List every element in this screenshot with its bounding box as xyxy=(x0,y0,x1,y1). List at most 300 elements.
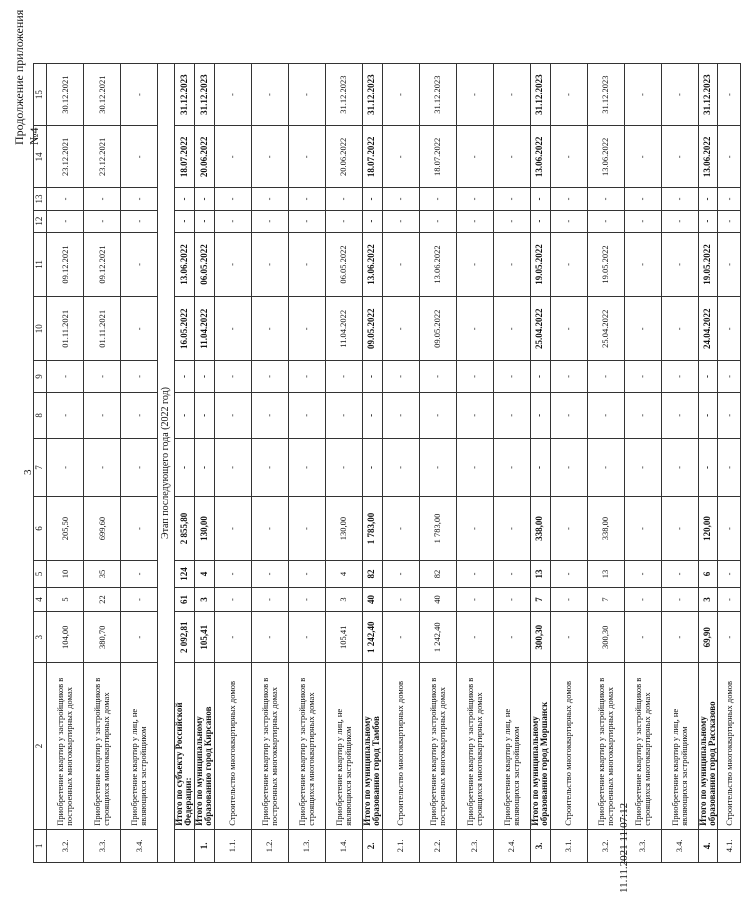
table-cell: - xyxy=(382,64,419,126)
row-number: 3.3. xyxy=(624,829,661,862)
table-cell: - xyxy=(718,64,741,126)
table-cell: - xyxy=(624,587,661,611)
table-cell: - xyxy=(624,64,661,126)
table-cell: - xyxy=(84,392,121,439)
table-cell: - xyxy=(251,587,288,611)
table-cell: - xyxy=(550,361,587,392)
table-cell: 120,00 xyxy=(698,496,718,560)
table-cell: 13 xyxy=(530,561,550,588)
table-cell: - xyxy=(325,361,362,392)
table-cell: 09.12.2021 xyxy=(47,232,84,296)
table-cell: - xyxy=(251,297,288,361)
table-cell: 69,90 xyxy=(698,612,718,663)
table-row xyxy=(325,64,362,863)
table-row xyxy=(121,64,158,863)
table-cell: - xyxy=(214,126,251,188)
row-number: 1.4. xyxy=(325,829,362,862)
table-cell: 1 242,40 xyxy=(362,612,382,663)
table-cell: 338,00 xyxy=(587,496,624,560)
page-number: 3 xyxy=(22,469,34,475)
table-cell: - xyxy=(214,361,251,392)
table-cell: 30.12.2021 xyxy=(47,64,84,126)
table-cell: - xyxy=(493,561,530,588)
table-row xyxy=(288,64,325,863)
table-cell: 2 092,81 xyxy=(175,612,195,663)
row-number: 3.4. xyxy=(121,829,158,862)
row-number: 2. xyxy=(362,829,382,862)
column-number: 11 xyxy=(34,232,47,296)
table-cell: - xyxy=(288,210,325,232)
column-number: 5 xyxy=(34,561,47,588)
table-row xyxy=(624,64,661,863)
table-cell: - xyxy=(251,188,288,210)
row-label: Приобретение квартир у застройщиков в строящихся многоквартирных домах xyxy=(288,663,325,829)
table-cell: - xyxy=(624,188,661,210)
table-cell: - xyxy=(419,361,456,392)
column-number: 1 xyxy=(34,829,47,862)
table-cell: - xyxy=(718,210,741,232)
table-cell: - xyxy=(698,361,718,392)
table-cell: - xyxy=(175,188,195,210)
table-cell: - xyxy=(47,439,84,497)
row-label: Приобретение квартир у лиц, не являющихся застройщиком xyxy=(121,663,158,829)
table-row xyxy=(419,64,456,863)
table-cell: - xyxy=(624,392,661,439)
table-row xyxy=(214,64,251,863)
table-cell: - xyxy=(194,361,214,392)
table-cell: - xyxy=(214,297,251,361)
column-number: 9 xyxy=(34,361,47,392)
table-cell: - xyxy=(382,587,419,611)
table-cell: - xyxy=(288,587,325,611)
table-cell: - xyxy=(550,64,587,126)
table-cell: - xyxy=(624,126,661,188)
table-cell: 13.06.2022 xyxy=(698,126,718,188)
row-number: 2.2. xyxy=(419,829,456,862)
table-cell: - xyxy=(698,210,718,232)
table-cell: 40 xyxy=(419,587,456,611)
table-cell: - xyxy=(382,361,419,392)
table-cell: 31.12.2023 xyxy=(419,64,456,126)
table-cell: - xyxy=(493,361,530,392)
table-row xyxy=(456,64,493,863)
table-cell: - xyxy=(624,561,661,588)
table-cell: - xyxy=(661,612,698,663)
table-cell: - xyxy=(382,126,419,188)
table-cell: 31.12.2023 xyxy=(587,64,624,126)
table-cell: - xyxy=(214,64,251,126)
table-cell: 09.12.2021 xyxy=(84,232,121,296)
row-label: Итого по муниципальному образованию город Моршанск xyxy=(530,663,550,829)
table-cell: - xyxy=(419,210,456,232)
table-cell: 380,70 xyxy=(84,612,121,663)
table-cell: 19.05.2022 xyxy=(530,232,550,296)
table-cell: - xyxy=(362,392,382,439)
table-cell: - xyxy=(661,126,698,188)
table-cell: - xyxy=(175,439,195,497)
table-cell: 338,00 xyxy=(530,496,550,560)
table-cell: - xyxy=(456,64,493,126)
table-cell: 31.12.2023 xyxy=(325,64,362,126)
table-row xyxy=(175,64,195,863)
table-cell: 61 xyxy=(175,587,195,611)
table-cell: - xyxy=(214,612,251,663)
table-cell: - xyxy=(718,587,741,611)
table-cell: - xyxy=(121,587,158,611)
row-label: Приобретение квартир у застройщиков в построенных многоквартирных домах xyxy=(419,663,456,829)
table-cell: 19.05.2022 xyxy=(587,232,624,296)
table-cell: - xyxy=(194,188,214,210)
table-cell: 82 xyxy=(362,561,382,588)
table-cell: - xyxy=(550,612,587,663)
row-number: 2.4. xyxy=(493,829,530,862)
row-label: Приобретение квартир у лиц, не являющихся застройщиком xyxy=(661,663,698,829)
table-cell: - xyxy=(288,439,325,497)
table-cell: - xyxy=(419,439,456,497)
row-number: 1. xyxy=(194,829,214,862)
table-cell: - xyxy=(251,232,288,296)
table-cell: 23.12.2021 xyxy=(84,126,121,188)
table-cell: - xyxy=(251,392,288,439)
table-cell: 22 xyxy=(84,587,121,611)
table-cell: - xyxy=(251,561,288,588)
table-cell: - xyxy=(419,392,456,439)
table-row xyxy=(84,64,121,863)
table-cell: 6 xyxy=(698,561,718,588)
stage-row xyxy=(158,64,175,863)
table-cell: 699,60 xyxy=(84,496,121,560)
table-cell: - xyxy=(718,612,741,663)
table-cell: 13.06.2022 xyxy=(587,126,624,188)
table-cell: - xyxy=(456,297,493,361)
table-cell: - xyxy=(530,188,550,210)
table-row xyxy=(493,64,530,863)
table-cell: 13.06.2022 xyxy=(530,126,550,188)
table-cell: - xyxy=(456,612,493,663)
table-cell: - xyxy=(456,439,493,497)
table-cell: 01.11.2021 xyxy=(84,297,121,361)
table-cell: - xyxy=(661,210,698,232)
row-number: 3.3. xyxy=(84,829,121,862)
table-cell: - xyxy=(288,297,325,361)
row-label: Строительство многоквартирных домов xyxy=(382,663,419,829)
table-cell: - xyxy=(419,188,456,210)
table-cell: - xyxy=(493,496,530,560)
table-cell: 1 783,00 xyxy=(362,496,382,560)
table-cell: 18.07.2022 xyxy=(419,126,456,188)
table-cell: - xyxy=(214,232,251,296)
table-cell: - xyxy=(362,210,382,232)
table-cell: - xyxy=(493,126,530,188)
table-cell: - xyxy=(530,439,550,497)
table-cell: 10 xyxy=(47,561,84,588)
table-cell: 3 xyxy=(698,587,718,611)
table-cell: 2 855,80 xyxy=(175,496,195,560)
table-cell: - xyxy=(382,612,419,663)
table-cell: - xyxy=(718,561,741,588)
row-number: 1.2. xyxy=(251,829,288,862)
column-number: 10 xyxy=(34,297,47,361)
table-cell: 82 xyxy=(419,561,456,588)
table-cell: 300,30 xyxy=(587,612,624,663)
row-number: 3.2. xyxy=(47,829,84,862)
table-cell: - xyxy=(550,126,587,188)
table-cell: - xyxy=(624,297,661,361)
table-cell: - xyxy=(325,392,362,439)
row-number: 4. xyxy=(698,829,718,862)
row-label: Строительство многоквартирных домов xyxy=(550,663,587,829)
table-cell: - xyxy=(251,126,288,188)
table-cell: - xyxy=(325,188,362,210)
table-cell: 4 xyxy=(325,561,362,588)
table-cell: 105,41 xyxy=(194,612,214,663)
row-label: Приобретение квартир у застройщиков в строящихся многоквартирных домах xyxy=(84,663,121,829)
table-cell: - xyxy=(288,232,325,296)
table-cell: - xyxy=(362,439,382,497)
table-cell: - xyxy=(456,361,493,392)
data-table xyxy=(33,63,741,863)
table-cell: 06.05.2022 xyxy=(325,232,362,296)
row-label: Приобретение квартир у застройщиков в строящихся многоквартирных домах xyxy=(456,663,493,829)
table-cell: - xyxy=(362,188,382,210)
table-cell: 11.04.2022 xyxy=(194,297,214,361)
table-cell: - xyxy=(214,587,251,611)
table-cell: - xyxy=(121,297,158,361)
table-cell: - xyxy=(587,188,624,210)
table-cell: 25.04.2022 xyxy=(587,297,624,361)
table-cell: - xyxy=(84,210,121,232)
table-cell: - xyxy=(550,210,587,232)
table-cell: - xyxy=(251,439,288,497)
table-cell: 11.04.2022 xyxy=(325,297,362,361)
table-cell: 23.12.2021 xyxy=(47,126,84,188)
table-cell: - xyxy=(121,392,158,439)
table-cell: 13.06.2022 xyxy=(419,232,456,296)
table-cell: - xyxy=(493,232,530,296)
table-row xyxy=(587,64,624,863)
table-cell: 19.05.2022 xyxy=(698,232,718,296)
table-cell: - xyxy=(530,361,550,392)
row-label: Приобретение квартир у застройщиков в строящихся многоквартирных домах xyxy=(624,663,661,829)
table-cell: - xyxy=(47,392,84,439)
table-cell: 104,00 xyxy=(47,612,84,663)
table-cell: - xyxy=(587,210,624,232)
table-cell: 18.07.2022 xyxy=(362,126,382,188)
row-number: 3.2. xyxy=(587,829,624,862)
table-cell: 30.12.2021 xyxy=(84,64,121,126)
table-cell: 09.05.2022 xyxy=(419,297,456,361)
table-cell: 300,30 xyxy=(530,612,550,663)
table-cell: 31.12.2023 xyxy=(175,64,195,126)
table-cell: - xyxy=(251,64,288,126)
row-number: 3.1. xyxy=(550,829,587,862)
row-label: Приобретение квартир у лиц, не являющихся застройщиком xyxy=(493,663,530,829)
table-cell: - xyxy=(175,210,195,232)
table-cell: 105,41 xyxy=(325,612,362,663)
table-cell: 06.05.2022 xyxy=(194,232,214,296)
row-label: Строительство многоквартирных домов xyxy=(718,663,741,829)
table-cell: - xyxy=(493,392,530,439)
table-cell: - xyxy=(718,126,741,188)
table-cell: - xyxy=(456,232,493,296)
table-cell: 25.04.2022 xyxy=(530,297,550,361)
table-cell: - xyxy=(718,232,741,296)
table-cell: 130,00 xyxy=(194,496,214,560)
table-cell: - xyxy=(718,439,741,497)
table-cell: - xyxy=(288,561,325,588)
table-cell: - xyxy=(194,392,214,439)
table-cell: 16.05.2022 xyxy=(175,297,195,361)
table-cell: - xyxy=(194,439,214,497)
table-cell: - xyxy=(121,496,158,560)
table-cell: - xyxy=(624,612,661,663)
table-cell: - xyxy=(382,392,419,439)
table-cell: - xyxy=(121,612,158,663)
table-cell: 35 xyxy=(84,561,121,588)
table-cell: - xyxy=(718,361,741,392)
table-cell: - xyxy=(493,297,530,361)
table-cell: 4 xyxy=(194,561,214,588)
continuation-header: Продолжение приложения №4 xyxy=(12,9,41,145)
table-cell: - xyxy=(214,210,251,232)
table-cell: 1 783,00 xyxy=(419,496,456,560)
table-cell: 13.06.2022 xyxy=(175,232,195,296)
table-cell: - xyxy=(493,188,530,210)
table-cell: - xyxy=(493,612,530,663)
table-cell: 20.06.2022 xyxy=(325,126,362,188)
table-cell: - xyxy=(121,439,158,497)
table-cell: 7 xyxy=(587,587,624,611)
row-number: 1.3. xyxy=(288,829,325,862)
table-cell: - xyxy=(587,439,624,497)
table-cell: - xyxy=(194,210,214,232)
table-cell: 31.12.2023 xyxy=(530,64,550,126)
table-cell: - xyxy=(698,439,718,497)
table-cell: - xyxy=(251,612,288,663)
table-row xyxy=(362,64,382,863)
table-cell: - xyxy=(661,392,698,439)
table-cell: - xyxy=(718,392,741,439)
table-cell: - xyxy=(47,361,84,392)
table-cell: - xyxy=(214,561,251,588)
table-cell: 5 xyxy=(47,587,84,611)
table-cell: - xyxy=(718,496,741,560)
table-cell: - xyxy=(550,561,587,588)
table-cell: - xyxy=(530,392,550,439)
table-cell: - xyxy=(661,232,698,296)
row-label: Итого по муниципальному образованию город Тамбов xyxy=(362,663,382,829)
row-label: Итого по муниципальному образованию город Кирсанов xyxy=(194,663,214,829)
table-cell: - xyxy=(624,439,661,497)
table-cell: - xyxy=(175,392,195,439)
table-cell: - xyxy=(661,361,698,392)
row-label: Итого по субъекту Российской Федерации: xyxy=(175,663,195,829)
column-number: 3 xyxy=(34,612,47,663)
table-cell: - xyxy=(718,297,741,361)
table-row xyxy=(661,64,698,863)
table-cell: - xyxy=(288,392,325,439)
table-cell: - xyxy=(493,210,530,232)
table-cell: - xyxy=(214,439,251,497)
table-cell: - xyxy=(382,561,419,588)
column-number: 7 xyxy=(34,439,47,497)
table-cell: - xyxy=(624,361,661,392)
table-cell: - xyxy=(382,210,419,232)
table-cell: - xyxy=(214,188,251,210)
table-cell: - xyxy=(84,361,121,392)
table-cell: 3 xyxy=(194,587,214,611)
table-cell: - xyxy=(718,188,741,210)
table-cell: 7 xyxy=(530,587,550,611)
row-number: 4.1. xyxy=(718,829,741,862)
table-cell: 13 xyxy=(587,561,624,588)
column-number: 8 xyxy=(34,392,47,439)
table-cell: - xyxy=(530,210,550,232)
table-cell: - xyxy=(661,188,698,210)
row-label: Итого по муниципальному образованию город Рассказово xyxy=(698,663,718,829)
table-cell: 18.07.2022 xyxy=(175,126,195,188)
column-number: 4 xyxy=(34,587,47,611)
table-cell: - xyxy=(624,496,661,560)
table-cell: 31.12.2023 xyxy=(362,64,382,126)
table-cell: - xyxy=(325,210,362,232)
table-cell: - xyxy=(325,439,362,497)
table-cell: - xyxy=(550,496,587,560)
table-cell: 09.05.2022 xyxy=(362,297,382,361)
table-cell: - xyxy=(456,392,493,439)
row-number: 2.1. xyxy=(382,829,419,862)
table-cell: - xyxy=(456,210,493,232)
table-row xyxy=(718,64,741,863)
table-cell: - xyxy=(382,188,419,210)
table-cell: - xyxy=(493,587,530,611)
table-cell: - xyxy=(456,188,493,210)
table-cell: - xyxy=(661,439,698,497)
column-number: 15 xyxy=(34,64,47,126)
column-number: 2 xyxy=(34,663,47,829)
table-cell: - xyxy=(121,188,158,210)
table-cell: - xyxy=(121,561,158,588)
table-cell: - xyxy=(456,496,493,560)
table-cell: 24.04.2022 xyxy=(698,297,718,361)
row-number: 3.4. xyxy=(661,829,698,862)
table-row xyxy=(251,64,288,863)
table-cell: - xyxy=(661,297,698,361)
table-cell: - xyxy=(214,496,251,560)
column-number-row xyxy=(34,64,47,863)
table-row xyxy=(382,64,419,863)
table-cell: 205,50 xyxy=(47,496,84,560)
row-label: Строительство многоквартирных домов xyxy=(214,663,251,829)
table-cell: - xyxy=(121,210,158,232)
row-number: 2.3. xyxy=(456,829,493,862)
table-cell: 3 xyxy=(325,587,362,611)
table-cell: - xyxy=(550,232,587,296)
table-cell: - xyxy=(288,188,325,210)
table-cell: - xyxy=(382,297,419,361)
table-cell: - xyxy=(251,496,288,560)
table-cell: - xyxy=(661,496,698,560)
table-cell: - xyxy=(550,297,587,361)
table-row xyxy=(47,64,84,863)
table-cell: 40 xyxy=(362,587,382,611)
table-cell: - xyxy=(456,587,493,611)
table-cell: 13.06.2022 xyxy=(362,232,382,296)
row-number: 3. xyxy=(530,829,550,862)
row-number: 1.1. xyxy=(214,829,251,862)
table-row xyxy=(194,64,214,863)
table-cell: - xyxy=(587,392,624,439)
